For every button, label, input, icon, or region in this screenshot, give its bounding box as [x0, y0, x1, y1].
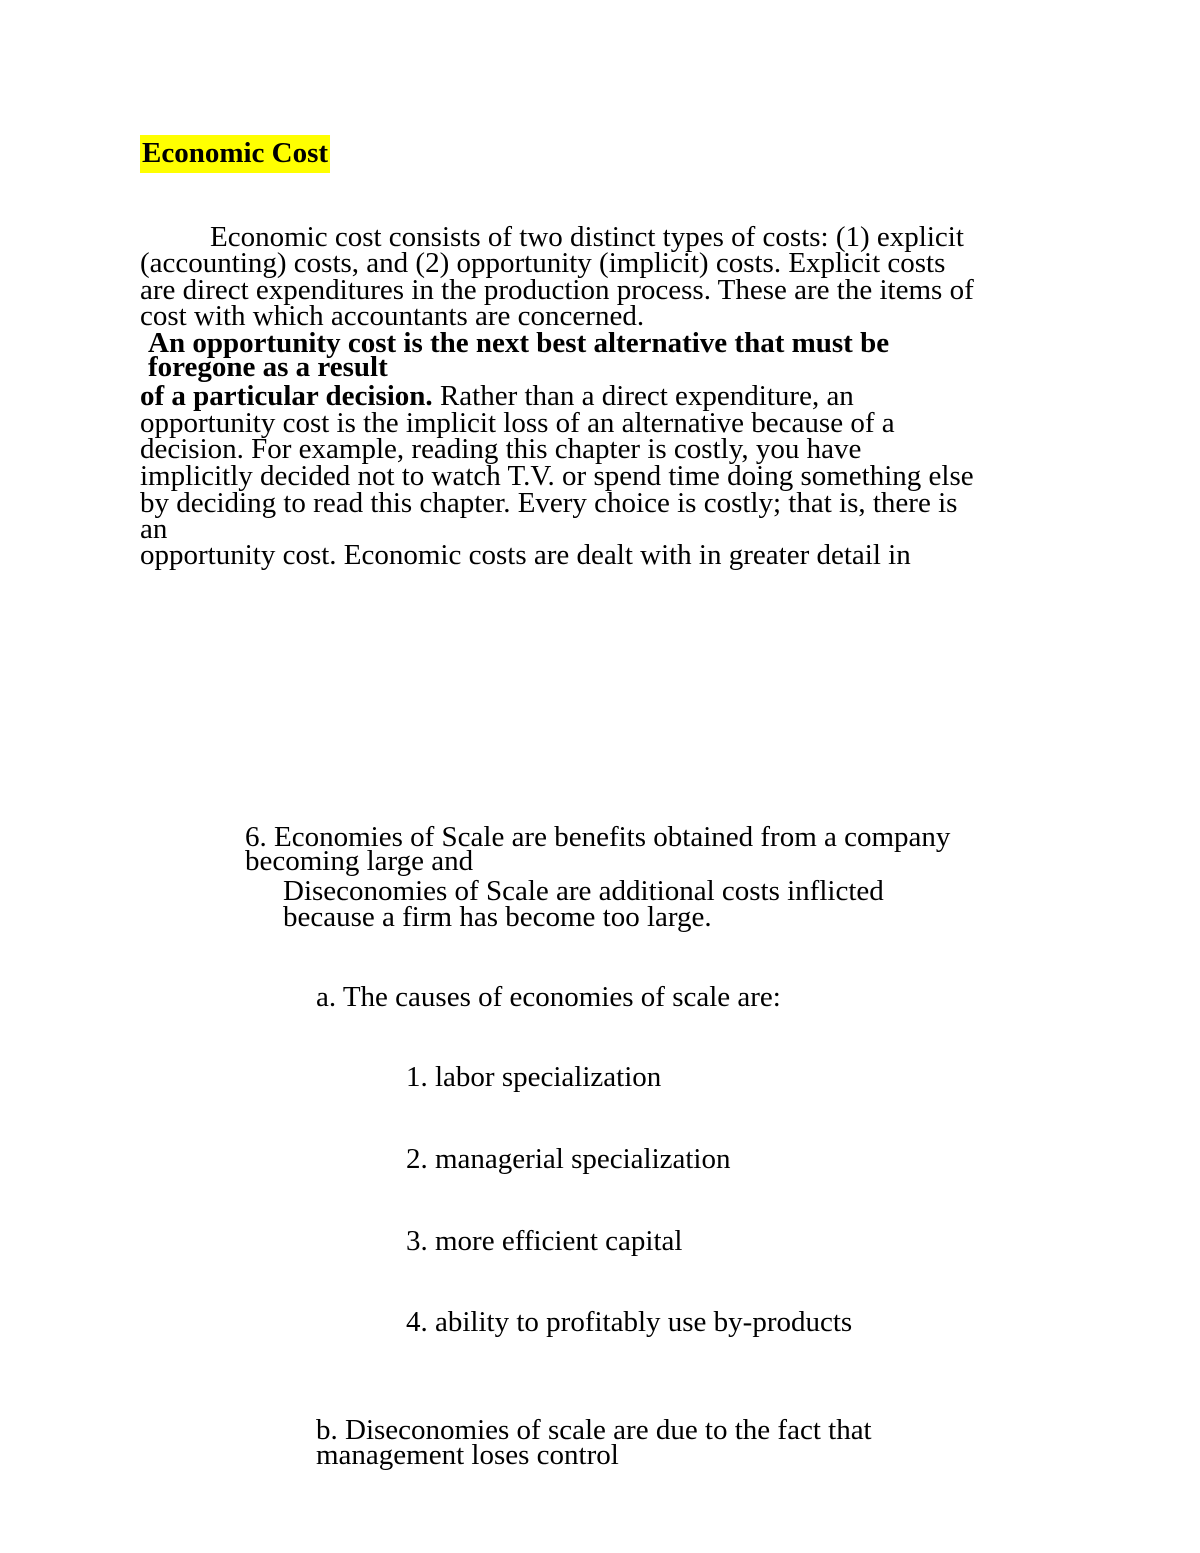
highlighted-heading: Economic Cost: [140, 135, 330, 173]
list-item: 2. managerial specialization: [406, 1143, 731, 1175]
paragraph-line: an: [140, 513, 168, 545]
list-item: 1. labor specialization: [406, 1061, 662, 1093]
paragraph-line: implicitly decided not to watch T.V. or spend time doing something else: [140, 460, 974, 492]
paragraph-line: decision. For example, reading this chapter is costly, you have: [140, 433, 862, 465]
paragraph-line: [140, 380, 854, 412]
paragraph-line: are direct expenditures in the production process. These are the items of: [140, 274, 974, 306]
section-heading-line: because a firm has become too large.: [283, 901, 712, 933]
section-heading-line: 6. Economies of Scale are benefits obtained from a company: [245, 821, 951, 853]
definition-bold-line: An opportunity cost is the next best alternative that must be: [148, 327, 890, 359]
list-item-b: management loses control: [316, 1439, 619, 1471]
section-heading-line: Diseconomies of Scale are additional costs inflicted: [283, 875, 884, 907]
list-item: 4. ability to profitably use by-products: [406, 1306, 853, 1338]
paragraph-line: opportunity cost is the implicit loss of an alternative because of a: [140, 407, 895, 439]
page-title: [140, 137, 330, 169]
paragraph-line: cost with which accountants are concerned.: [140, 300, 645, 332]
list-item-a: a. The causes of economies of scale are:: [316, 981, 781, 1013]
list-item: 3. more efficient capital: [406, 1225, 683, 1257]
paragraph-line: opportunity cost. Economic costs are dealt with in greater detail in: [140, 539, 911, 571]
definition-bold-lead: of a particular decision.: [140, 380, 433, 412]
paragraph-line: Economic cost consists of two distinct types of costs: (1) explicit: [210, 221, 964, 253]
paragraph-line: (accounting) costs, and (2) opportunity (implicit) costs. Explicit costs: [140, 247, 946, 279]
definition-bold-line: foregone as a result: [148, 351, 388, 383]
list-item-b: b. Diseconomies of scale are due to the fact that: [316, 1414, 872, 1446]
paragraph-line: by deciding to read this chapter. Every choice is costly; that is, there is: [140, 487, 958, 519]
paragraph-text: Rather than a direct expenditure, an: [439, 380, 854, 412]
section-heading-line: becoming large and: [245, 845, 474, 877]
